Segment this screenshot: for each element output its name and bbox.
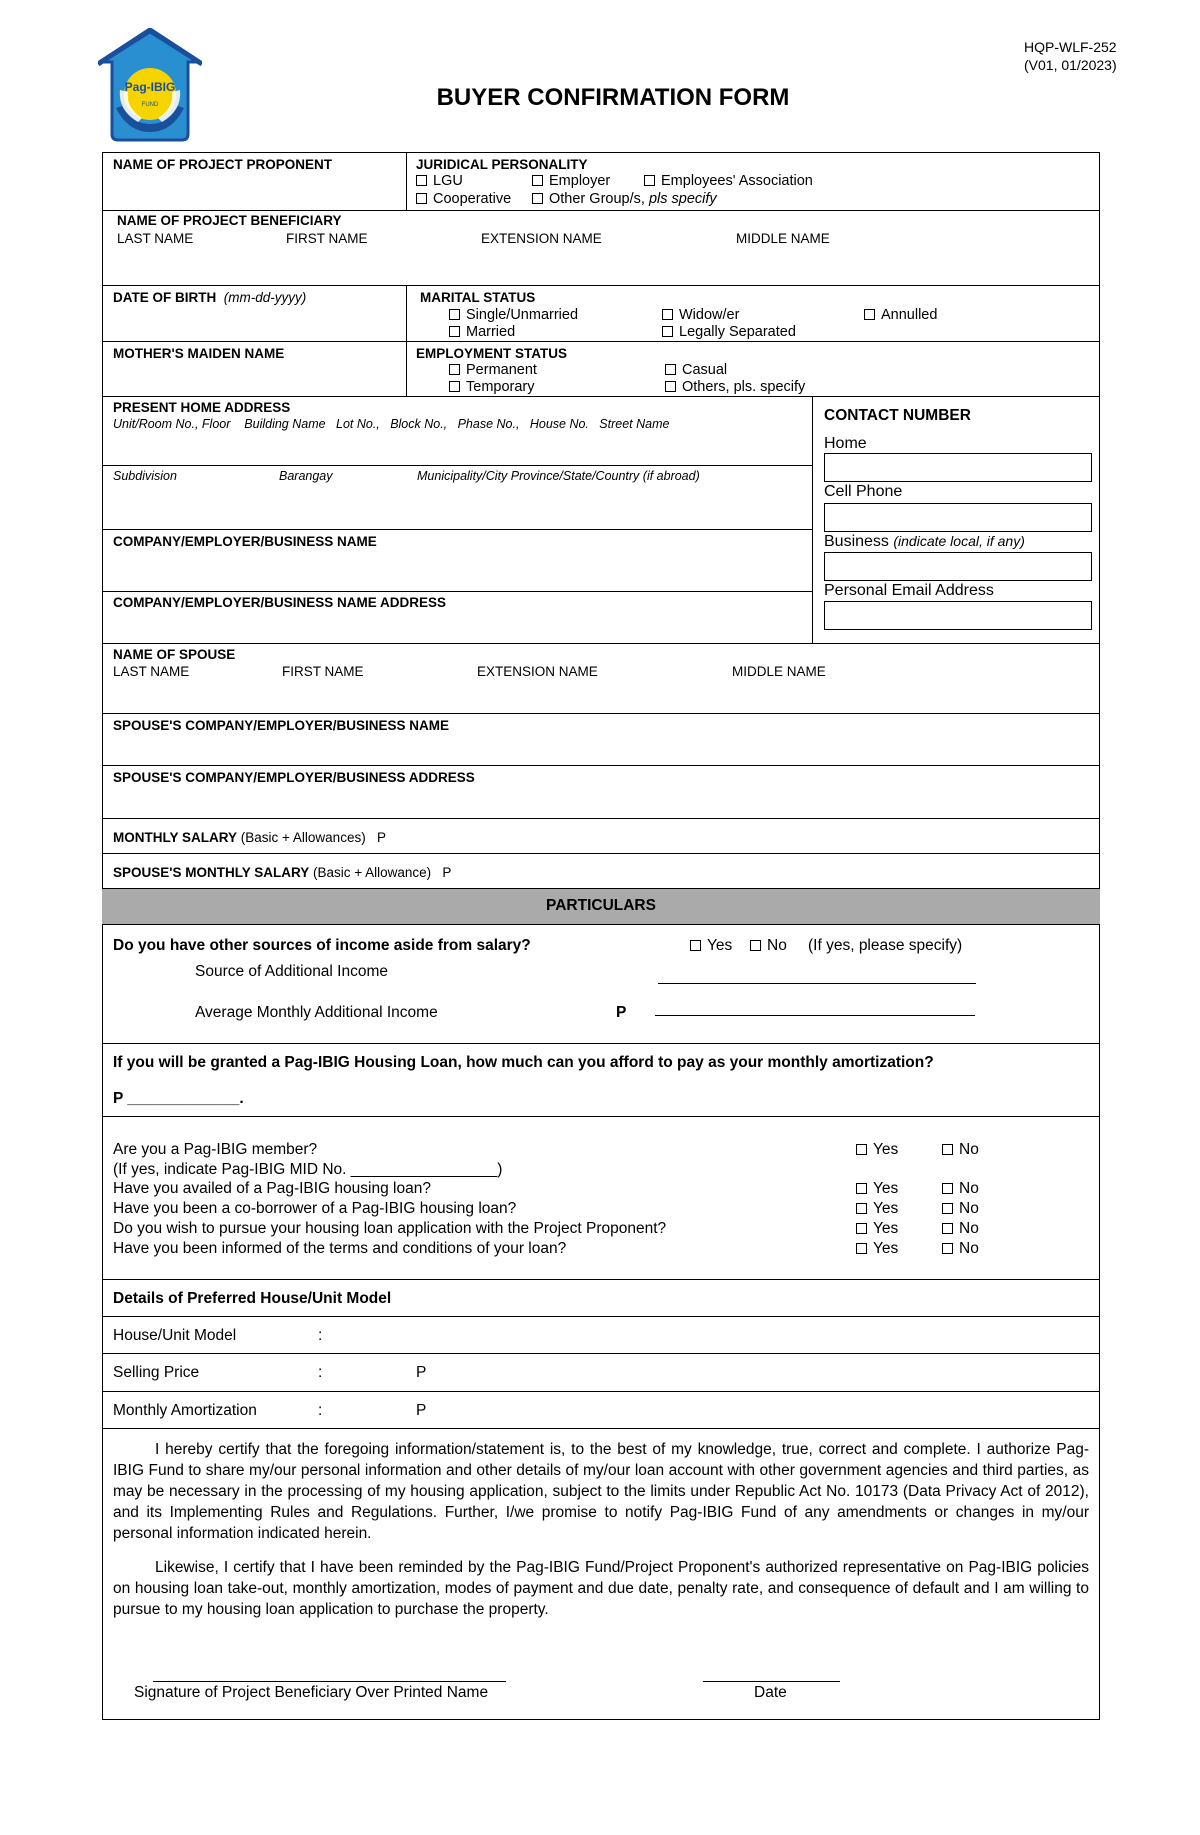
q-availed-loan: Have you availed of a Pag-IBIG housing loan?: [113, 1180, 431, 1197]
address-subdivision: Subdivision: [113, 469, 177, 483]
form-code: [1024, 38, 1117, 74]
other-income-question: Do you have other sources of income aside from salary?: [113, 937, 531, 954]
opt-permanent[interactable]: Permanent: [449, 362, 537, 379]
beneficiary-middle-name: MIDDLE NAME: [736, 231, 830, 246]
monthly-amort-peso: P: [416, 1402, 427, 1419]
address-barangay: Barangay: [279, 469, 333, 483]
opt-single[interactable]: Single/Unmarried: [449, 307, 578, 324]
q-pursue-application-no[interactable]: No: [942, 1220, 979, 1238]
date-label: Date: [754, 1684, 787, 1701]
checkbox[interactable]: [856, 1223, 867, 1234]
checkbox[interactable]: [449, 326, 460, 337]
q-pursue-application: Do you wish to pursue your housing loan application with the Project Proponent?: [113, 1220, 667, 1237]
opt-cooperative[interactable]: Cooperative: [416, 191, 511, 208]
preferred-heading: Details of Preferred House/Unit Model: [113, 1290, 392, 1307]
date-line[interactable]: [703, 1681, 840, 1682]
email-input[interactable]: [824, 601, 1092, 630]
business-phone-input[interactable]: [824, 552, 1092, 581]
dob-label: DATE OF BIRTH (mm-dd-yyyy): [113, 290, 307, 305]
address-line1-fields: Unit/Room No., Floor Building Name Lot No., Block No., Phase No., House No. Street Name: [113, 417, 670, 431]
monthly-amort-label: Monthly Amortization: [113, 1402, 257, 1419]
opt-married[interactable]: Married: [449, 324, 515, 341]
house-model-label: House/Unit Model: [113, 1327, 237, 1344]
other-income-no[interactable]: No: [750, 937, 787, 955]
beneficiary-extension-name: EXTENSION NAME: [481, 231, 602, 246]
opt-employees-association[interactable]: Employees' Association: [644, 173, 813, 190]
q-member-no[interactable]: No: [942, 1141, 979, 1159]
home-phone-input[interactable]: [824, 453, 1092, 482]
contact-business-label: Business (indicate local, if any): [824, 533, 1025, 550]
monthly-amort-colon: :: [318, 1402, 323, 1419]
monthly-salary-label: MONTHLY SALARY (Basic + Allowances) P: [113, 830, 386, 845]
checkbox[interactable]: [690, 940, 701, 951]
form-code-version: (V01, 01/2023): [1024, 57, 1117, 73]
logo-sub: FUND: [141, 102, 159, 108]
checkbox[interactable]: [644, 175, 655, 186]
spouse-company-label: SPOUSE'S COMPANY/EMPLOYER/BUSINESS NAME: [113, 718, 450, 733]
checkbox[interactable]: [942, 1223, 953, 1234]
contact-email-label: Personal Email Address: [824, 582, 994, 599]
certification-paragraph-2: Likewise, I certify that I have been reminded by the Pag-IBIG Fund/Project Proponent's authorized representative on Pag-IBIG policies on housing loan take-out, monthly amortization, modes of payment and due date, penalty rate, and consequence of default and I am willing to pursue to my housing loan application to purchase the property.: [113, 1559, 1089, 1618]
checkbox[interactable]: [665, 381, 676, 392]
amortization-answer[interactable]: P _____________.: [113, 1090, 244, 1107]
cell-phone-input[interactable]: [824, 503, 1092, 532]
checkbox[interactable]: [662, 326, 673, 337]
other-income-yes[interactable]: Yes: [690, 937, 732, 955]
checkbox[interactable]: [856, 1243, 867, 1254]
checkbox[interactable]: [532, 193, 543, 204]
marital-label: MARITAL STATUS: [420, 290, 536, 305]
source-income-label: Source of Additional Income: [195, 963, 389, 980]
checkbox[interactable]: [942, 1203, 953, 1214]
spouse-extension-name: EXTENSION NAME: [477, 664, 598, 679]
opt-others[interactable]: Others, pls. specify: [665, 379, 805, 396]
checkbox[interactable]: [449, 381, 460, 392]
proponent-label: NAME OF PROJECT PROPONENT: [113, 157, 333, 172]
checkbox[interactable]: [449, 364, 460, 375]
checkbox[interactable]: [416, 193, 427, 204]
other-income-specify: (If yes, please specify): [808, 937, 963, 954]
certification-paragraph-1: I hereby certify that the foregoing information/statement is, to the best of my knowledge, true, correct and complete. I authorize Pag-IBIG Fund to share my/our personal information and other details of my/our loan account with other government agencies and third parties, as may be necessary in the processing of my housing application, subject to the limits under Republic Act No. 10173 (Data Privacy Act of 2012), and its Implementing Rules and Regulations. Further, I/we promise to notify Pag-IBIG Fund of any amendments or changes in my/our personal information indicated herein.: [113, 1441, 1089, 1542]
checkbox[interactable]: [665, 364, 676, 375]
average-income-peso: P: [616, 1004, 627, 1021]
address-label: PRESENT HOME ADDRESS: [113, 400, 291, 415]
q-member-yes[interactable]: Yes: [856, 1141, 898, 1159]
spouse-middle-name: MIDDLE NAME: [732, 664, 826, 679]
q-co-borrower-no[interactable]: No: [942, 1200, 979, 1218]
opt-widow[interactable]: Widow/er: [662, 307, 739, 324]
opt-lgu[interactable]: LGU: [416, 173, 463, 190]
beneficiary-first-name: FIRST NAME: [286, 231, 368, 246]
average-income-label: Average Monthly Additional Income: [195, 1004, 438, 1021]
mother-maiden-label: MOTHER'S MAIDEN NAME: [113, 346, 285, 361]
spouse-first-name: FIRST NAME: [282, 664, 364, 679]
average-income-line[interactable]: [655, 1015, 975, 1016]
selling-price-label: Selling Price: [113, 1364, 200, 1381]
spouse-last-name: LAST NAME: [113, 664, 190, 679]
company-address-label: COMPANY/EMPLOYER/BUSINESS NAME ADDRESS: [113, 595, 447, 610]
spouse-label: NAME OF SPOUSE: [113, 647, 236, 662]
checkbox[interactable]: [416, 175, 427, 186]
checkbox[interactable]: [449, 309, 460, 320]
checkbox[interactable]: [662, 309, 673, 320]
q-co-borrower: Have you been a co-borrower of a Pag-IBIG housing loan?: [113, 1200, 517, 1217]
employment-label: EMPLOYMENT STATUS: [416, 346, 567, 361]
source-income-line[interactable]: [658, 983, 976, 984]
logo-text: Pag-IBIG: [124, 80, 176, 94]
spouse-address-label: SPOUSE'S COMPANY/EMPLOYER/BUSINESS ADDRESS: [113, 770, 475, 785]
selling-price-colon: :: [318, 1364, 323, 1381]
checkbox[interactable]: [856, 1203, 867, 1214]
q-co-borrower-yes[interactable]: Yes: [856, 1200, 898, 1218]
checkbox[interactable]: [856, 1183, 867, 1194]
company-name-label: COMPANY/EMPLOYER/BUSINESS NAME: [113, 534, 377, 549]
opt-employer[interactable]: Employer: [532, 173, 610, 190]
address-municipality: Municipality/City Province/State/Country (if abroad): [417, 469, 700, 483]
q-availed-loan-no[interactable]: No: [942, 1180, 979, 1198]
spouse-salary-label: SPOUSE'S MONTHLY SALARY (Basic + Allowance) P: [113, 865, 452, 880]
checkbox[interactable]: [942, 1144, 953, 1155]
checkbox[interactable]: [532, 175, 543, 186]
form-code-number: HQP-WLF-252: [1024, 39, 1117, 55]
q-informed-terms-no[interactable]: No: [942, 1240, 979, 1258]
opt-annulled[interactable]: Annulled: [864, 307, 937, 324]
opt-other-groups[interactable]: Other Group/s, pls specify: [532, 191, 717, 208]
q-member: Are you a Pag-IBIG member?: [113, 1141, 318, 1158]
beneficiary-label: NAME OF PROJECT BENEFICIARY: [117, 213, 342, 228]
opt-casual[interactable]: Casual: [665, 362, 727, 379]
checkbox[interactable]: [864, 309, 875, 320]
particulars-band: PARTICULARS: [102, 888, 1100, 925]
q-informed-terms: Have you been informed of the terms and conditions of your loan?: [113, 1240, 567, 1257]
selling-price-peso: P: [416, 1364, 427, 1381]
contact-home-label: Home: [824, 435, 867, 452]
checkbox[interactable]: [856, 1144, 867, 1155]
contact-label: CONTACT NUMBER: [824, 407, 971, 424]
checkbox[interactable]: [750, 940, 761, 951]
opt-separated[interactable]: Legally Separated: [662, 324, 796, 341]
house-model-colon: :: [318, 1327, 323, 1344]
q-informed-terms-yes[interactable]: Yes: [856, 1240, 898, 1258]
form-title: BUYER CONFIRMATION FORM: [436, 84, 790, 111]
beneficiary-last-name: LAST NAME: [117, 231, 194, 246]
q-availed-loan-yes[interactable]: Yes: [856, 1180, 898, 1198]
contact-cell-label: Cell Phone: [824, 483, 903, 500]
signature-line[interactable]: [153, 1681, 506, 1682]
checkbox[interactable]: [942, 1183, 953, 1194]
opt-temporary[interactable]: Temporary: [449, 379, 535, 396]
amortization-question: If you will be granted a Pag-IBIG Housing Loan, how much can you afford to pay as your monthly amortization?: [113, 1054, 934, 1071]
q-mid-number: (If yes, indicate Pag-IBIG MID No. _________________): [113, 1161, 503, 1178]
q-pursue-application-yes[interactable]: Yes: [856, 1220, 898, 1238]
signature-label: Signature of Project Beneficiary Over Printed Name: [134, 1684, 489, 1701]
checkbox[interactable]: [942, 1243, 953, 1254]
juridical-label: JURIDICAL PERSONALITY: [416, 157, 588, 172]
